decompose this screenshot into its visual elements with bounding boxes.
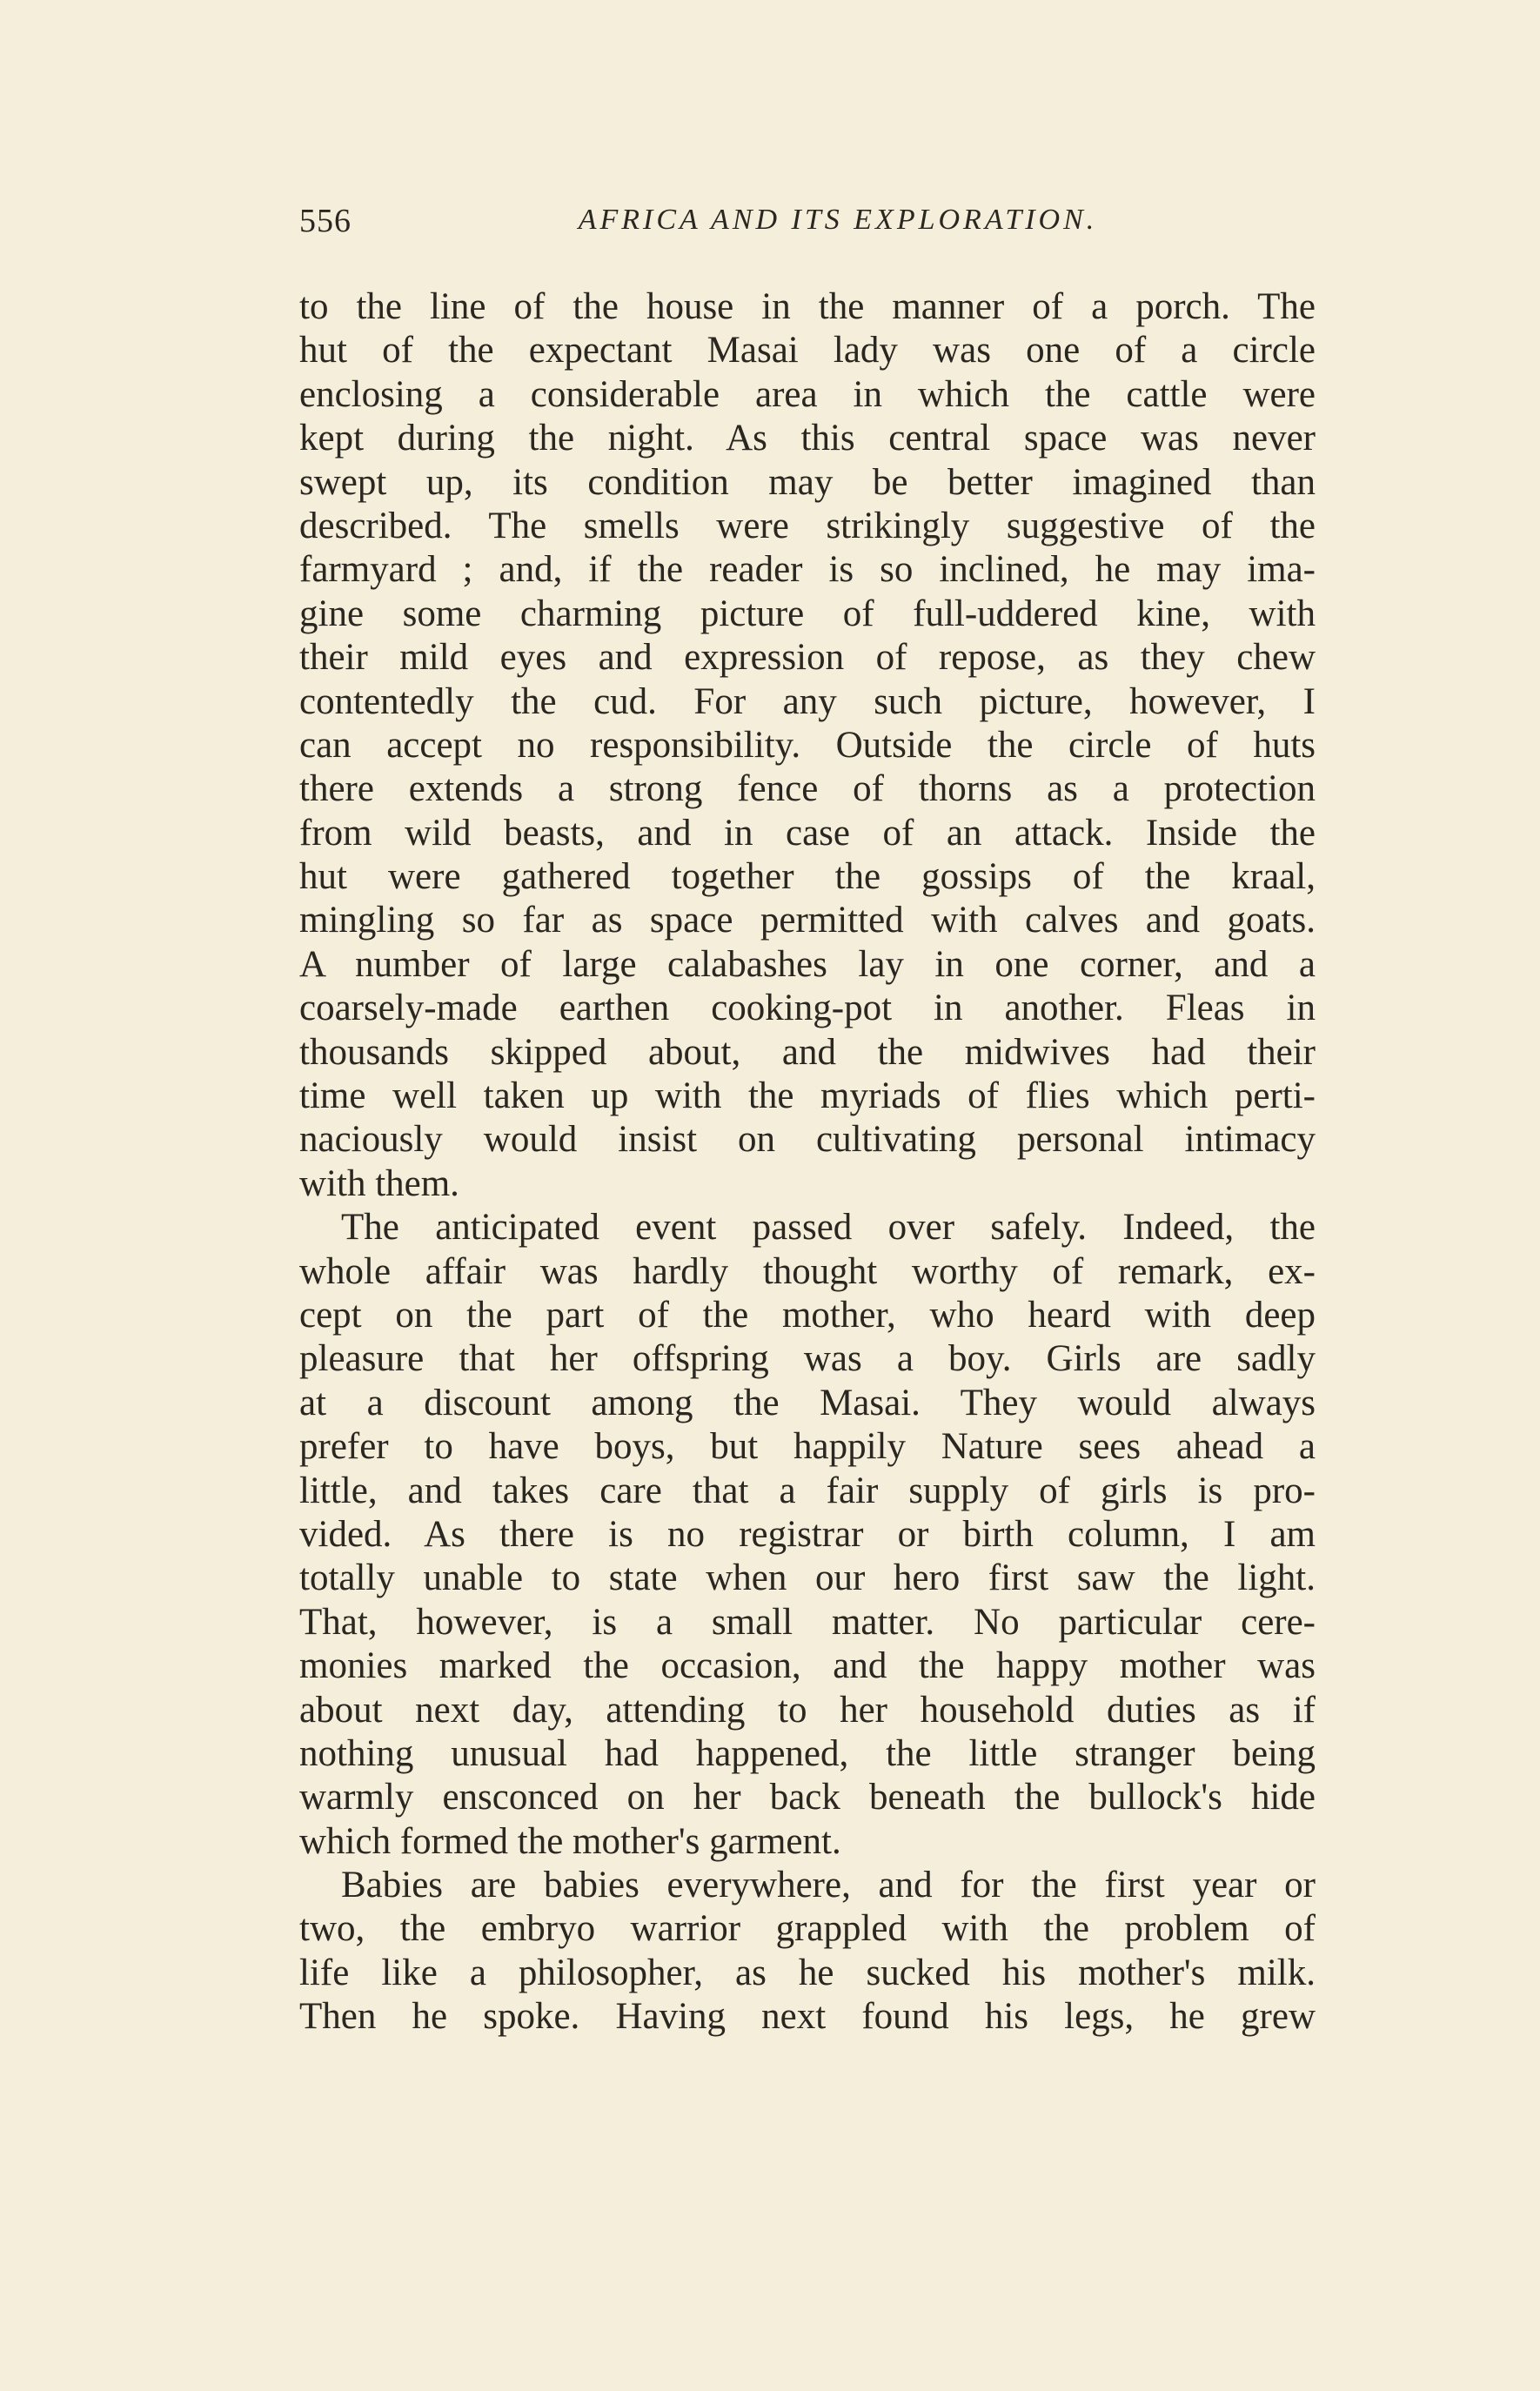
- page-header: [299, 202, 1316, 254]
- text-line: monies marked the occasion, and the happy mother was: [299, 1645, 1316, 1687]
- text-line: coarsely-made earthen cooking-pot in another. Fleas in: [299, 988, 1316, 1029]
- text-line: Babies are babies everywhere, and for the first year or: [341, 1865, 1316, 1906]
- text-line: gine some charming picture of full-uddered kine, with: [299, 593, 1316, 634]
- text-line: totally unable to state when our hero first saw the light.: [299, 1557, 1316, 1599]
- text-line: described. The smells were strikingly suggestive of the: [299, 505, 1316, 546]
- text-line: to the line of the house in the manner of a porch. The: [299, 286, 1316, 327]
- text-line: can accept no responsibility. Outside the circle of huts: [299, 724, 1316, 766]
- text-line: which formed the mother's garment.: [299, 1820, 841, 1862]
- text-line: their mild eyes and expression of repose, as they chew: [299, 637, 1316, 679]
- text-line: thousands skipped about, and the midwives had their: [299, 1031, 1316, 1073]
- text-line: there extends a strong fence of thorns as a protection: [299, 768, 1316, 810]
- text-line: whole affair was hardly thought worthy of remark, ex-: [299, 1250, 1316, 1292]
- text-line: vided. As there is no registrar or birth column, I am: [299, 1513, 1316, 1555]
- text-line: hut were gathered together the gossips of the kraal,: [299, 856, 1316, 898]
- text-line: little, and takes care that a fair supply of girls is pro-: [299, 1470, 1316, 1511]
- text-line: time well taken up with the myriads of flies which perti-: [299, 1075, 1316, 1117]
- text-line: two, the embryo warrior grappled with the problem of: [299, 1908, 1316, 1950]
- text-line: Then he spoke. Having next found his legs, he grew: [299, 1996, 1316, 2038]
- text-line: nothing unusual had happened, the little stranger being: [299, 1732, 1316, 1774]
- text-line: at a discount among the Masai. They would always: [299, 1382, 1316, 1423]
- page-number: 556: [299, 203, 352, 239]
- text-line: farmyard ; and, if the reader is so inclined, he may ima-: [299, 549, 1316, 591]
- text-line: life like a philosopher, as he sucked his mother's milk.: [299, 1952, 1316, 1993]
- text-line: contentedly the cud. For any such picture, however, I: [299, 680, 1316, 722]
- text-line: with them.: [299, 1162, 459, 1204]
- text-line: pleasure that her offspring was a boy. Girls are sadly: [299, 1338, 1316, 1380]
- text-line: from wild beasts, and in case of an attack. Inside the: [299, 812, 1316, 854]
- text-line: swept up, its condition may be better imagined than: [299, 461, 1316, 503]
- text-line: enclosing a considerable area in which the cattle were: [299, 373, 1316, 415]
- running-head: AFRICA AND ITS EXPLORATION.: [578, 204, 1098, 236]
- text-line: That, however, is a small matter. No particular cere-: [299, 1601, 1316, 1643]
- text-line: naciously would insist on cultivating personal intimacy: [299, 1119, 1316, 1161]
- text-line: The anticipated event passed over safely. Indeed, the: [341, 1207, 1316, 1249]
- text-line: mingling so far as space permitted with calves and goats.: [299, 900, 1316, 941]
- text-line: about next day, attending to her household duties as if: [299, 1689, 1316, 1731]
- text-line: warmly ensconced on her back beneath the bullock's hide: [299, 1777, 1316, 1818]
- text-line: cept on the part of the mother, who heard with deep: [299, 1294, 1316, 1336]
- text-line: hut of the expectant Masai lady was one of a circle: [299, 330, 1316, 372]
- text-line: A number of large calabashes lay in one corner, and a: [299, 943, 1316, 985]
- text-line: prefer to have boys, but happily Nature sees ahead a: [299, 1426, 1316, 1468]
- text-line: kept during the night. As this central space was never: [299, 418, 1316, 459]
- body-text: [299, 285, 1316, 2039]
